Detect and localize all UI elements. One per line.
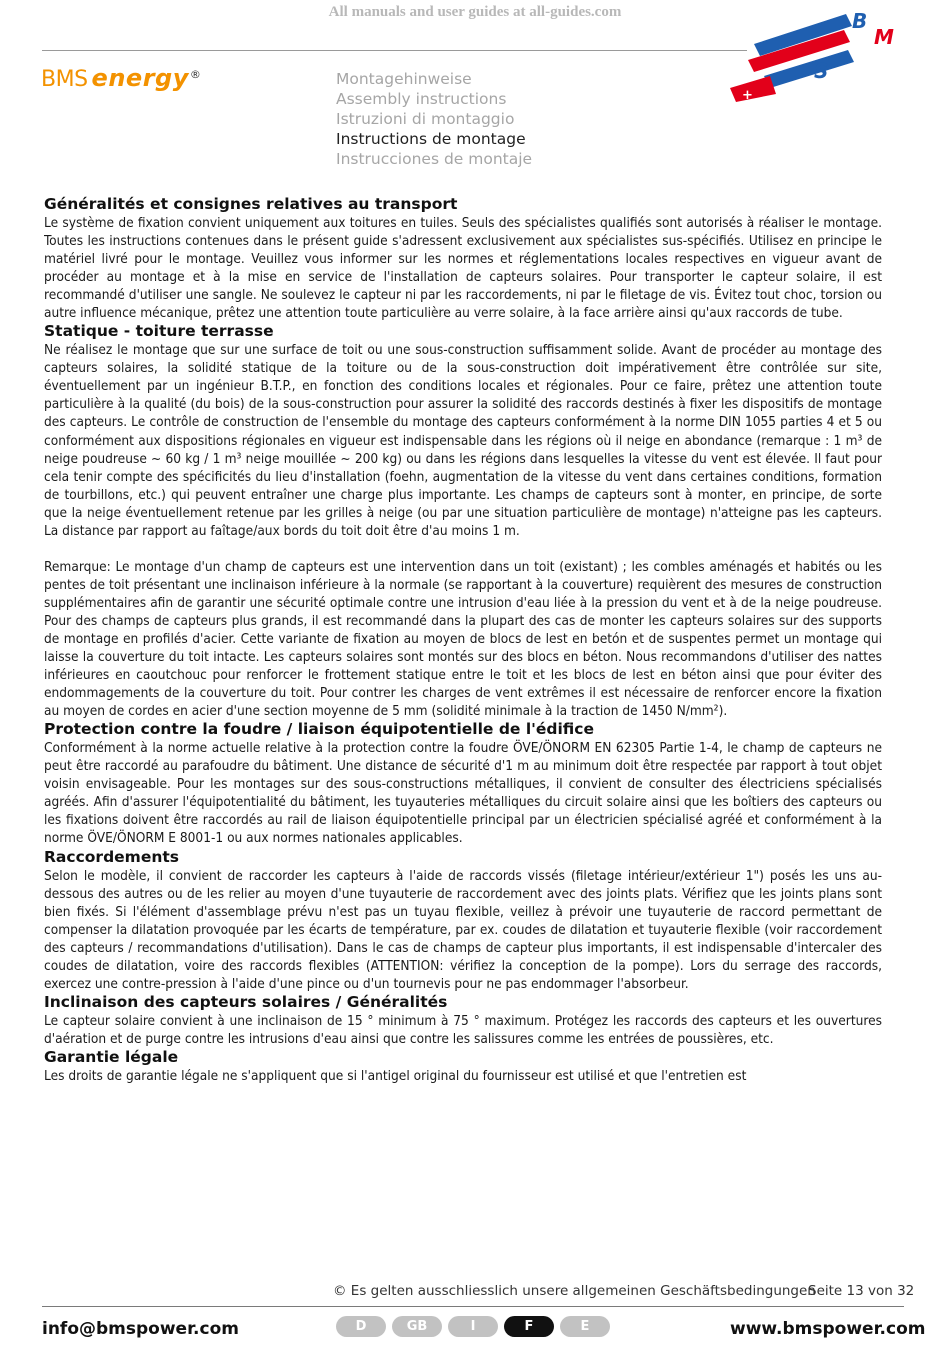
manual-title: Instructions de montage [336, 130, 526, 148]
brand-letter-b: B [852, 9, 868, 33]
bms-energy-logo [41, 64, 201, 92]
manual-title: Assembly instructions [336, 90, 507, 108]
bms-brand-mark [726, 4, 906, 102]
section-heading: Protection contre la foudre / liaison équipotentielle de l'édifice [44, 720, 595, 739]
section-paragraph: Remarque: Le montage d'un champ de capteurs est une intervention dans un toit (existant) ; les combles aménagés et habités ou les pentes de toit présentant une inclinaison inférieure à la normale (se rapportant à la couverture) requièrent des mesures de construction supplémentaires afin de garantir une sécurité optimale contre une intrusion d'eau liée à la pression du vent et à de la neige poudreuse. Pour des champs de capteurs plus grands, il est recommandé dans la plupart des cas de monter les capteurs solaires sur des supports de montage en profilés d'acier. Cette variante de fixation au moyen de blocs de lest en betón et de suspentes permet un montage qui laisse la couverture du toit intacte. Les capteurs solaires sont montés sur des blocs en béton. Nous recommandons d'utiliser des nattes inférieures en caoutchouc pour renforcer le frottement statique entre le toit et les blocs de lest en béton ainsi que pour éviter des endommagements de la couverture du toit. Pour contrer les charges de vent extrêmes il est nécessaire de renforcer encore la fixation au moyen de cordes en acier d'une section moyenne de 5 mm (solidité minimale à la traction de 1450 N/mm²). [44, 558, 882, 720]
language-tab-f[interactable]: F [504, 1316, 554, 1337]
brand-flag-red [730, 76, 776, 102]
section-paragraph: Ne réalisez le montage que sur une surface de toit ou une sous-construction suffisamment solide. Avant de procéder au montage des capteurs solaires, la solidité statique de la toiture ou de la sous-construction doit impérativement être contrôlée sur site, éventuellement par un ingénieur B.T.P., en fonction des conditions locales et régionales. Pour ce faire, prêtez une attention toute particulière à la qualité (du bois) de la sous-construction pour assurer la solidité des raccords destinés à fixer les dispositifs de montage des capteurs. Le contrôle de construction de l'ensemble du montage des capteurs conformément à la norme DIN 1055 parties 4 et 5 ou conformément aux dispositions régionales en vigueur est indispensable dans les régions où il neige en abondance (remarque : 1 m³ de neige poudreuse ~ 60 kg / 1 m³ neige mouillée ~ 200 kg) ou dans les régions dans lesquelles la vitesse du vent est élevée. Il faut pour cela tenir compte des spécificités du lieu d'installation (foehn, augmentation de la vitesse du vent dans certaines conditions, formation de tourbillons, etc.) qui peuvent entraîner une charge plus importante. Les champs de capteurs sont à monter, en principe, de sorte que la neige éventuellement retenue par les grilles à neige (ou par une situation particulière de montage) n'atteigne pas les capteurs. La distance par rapport au faîtage/aux bords du toit doit être d'au moins 1 m. [44, 342, 882, 539]
header-divider [42, 50, 747, 51]
manual-title: Istruzioni di montaggio [336, 110, 515, 128]
document-section [44, 848, 882, 993]
document-section [44, 993, 882, 1048]
page-number: Seite 13 von 32 [808, 1283, 915, 1299]
watermark: All manuals and user guides at all-guides.com [328, 4, 622, 20]
document-section [44, 322, 882, 720]
section-paragraph: Selon le modèle, il convient de raccorder les capteurs à l'aide de raccords vissés (filetage intérieur/extérieur 1") posés les uns au-dessous des autres ou de les relier au moyen d'une tuyauterie de raccordement avec des joints plats. Vérifiez que les joints plans sont bien fixés. Si l'élément d'assemblage prévu n'est pas un tuyau flexible, veillez à prévoir une tuyauterie de raccord permettant de compenser la dilatation provoquée par les écarts de température, par ex. coudes de dilatation et tuyauterie flexible (voir raccordement des capteurs / recommandations d'utilisation). Dans le cas de champs de capteur plus importants, il est indispensable d'intercaler des coudes de dilatation, voire des raccords flexibles (ATTENTION: vérifiez la conception de la pompe). Lors du serrage des raccords, exercez une contre-pression à l'aide d'une pince ou d'un tournevis pour ne pas endommager l'absorbeur. [44, 867, 882, 992]
language-tabs [336, 1316, 610, 1337]
manual-title: Instrucciones de montaje [336, 150, 533, 168]
language-tab-i[interactable]: I [448, 1316, 498, 1337]
section-heading: Raccordements [44, 847, 180, 866]
language-tab-e[interactable]: E [560, 1316, 610, 1337]
logo-text-bms: BMS [41, 67, 88, 92]
manual-title: Montagehinweise [336, 70, 472, 88]
website-link[interactable]: www.bmspower.com [730, 1319, 926, 1339]
section-heading: Garantie légale [44, 1047, 179, 1066]
document-section [44, 195, 882, 322]
logo-registered-mark: ® [189, 67, 201, 81]
section-paragraph: Le système de fixation convient uniquement aux toitures en tuiles. Seuls des spécialistes qualifiés sont autorisés à réaliser le montage. Toutes les instructions contenues dans le présent guide s'adressent exclusivement aux spécialistes sus-spécifiés. Utilisez en principe le matériel livré pour le montage. Veuillez vous informer sur les normes et réglementations locales respectives en vigueur avant de procéder au montage et à la mise en service de l'installation de capteurs solaires. Pour transporter le capteur solaire, il est recommandé d'utiliser une sangle. Ne soulevez le capteur ni par les raccordements, ni par le filetage de vis. Évitez tout choc, torsion ou autre influence mécanique, prêtez une attention toute particulière au verre solaire, à la face arrière ainsi qu'aux raccords de tube. [44, 215, 882, 322]
document-body [44, 195, 882, 1252]
document-section [44, 1048, 882, 1085]
language-tab-d[interactable]: D [336, 1316, 386, 1337]
email-link[interactable]: info@bmspower.com [42, 1319, 239, 1339]
section-heading: Statique - toiture terrasse [44, 322, 274, 341]
language-tab-gb[interactable]: GB [392, 1316, 442, 1337]
section-paragraph: Conformément à la norme actuelle relative à la protection contre la foudre ÖVE/ÖNORM EN 62305 Partie 1-4, le champ de capteurs ne peut être raccordé au parafoudre du bâtiment. Une distance de sécurité d'1 m au minimum doit être respectée par rapport à tout objet voisin envisageable. Pour les montages sur des sous-constructions métalliques, il convient de consulter des électriciens spécialisés agréés. Afin d'assurer l'équipotentialité du bâtiment, les tuyauteries métalliques du circuit solaire ainsi que les boîtiers des capteurs ou les fixations doivent être raccordés au rail de liaison équipotentielle principal par un électricien spécialisé agréé et conformément à la norme ÖVE/ÖNORM E 8001-1 ou aux normes nationales applicables. [44, 740, 882, 847]
brand-letter-s: S [814, 59, 829, 83]
brand-letter-m: M [874, 25, 894, 49]
swiss-cross-icon: + [742, 88, 753, 102]
logo-text-energy: energy [91, 64, 189, 92]
manual-titles [336, 69, 532, 169]
terms-notice: © Es gelten ausschliesslich unsere allgemeinen Geschäftsbedingungen [333, 1283, 816, 1299]
document-section [44, 720, 882, 847]
section-heading: Inclinaison des capteurs solaires / Généralités [44, 992, 448, 1011]
section-paragraph: Les droits de garantie légale ne s'appliquent que si l'antigel original du fournisseur est utilisé et que l'entretien est [44, 1067, 747, 1084]
section-paragraph: Le capteur solaire convient à une inclinaison de 15 ° minimum à 75 ° maximum. Protégez les raccords des capteurs et les ouvertures d'aération et de purge contre les intrusions d'eau ainsi que contre les salissures comme les entrées de poussières, etc. [44, 1012, 882, 1047]
section-heading: Généralités et consignes relatives au transport [44, 195, 458, 213]
footer-divider [42, 1306, 904, 1307]
